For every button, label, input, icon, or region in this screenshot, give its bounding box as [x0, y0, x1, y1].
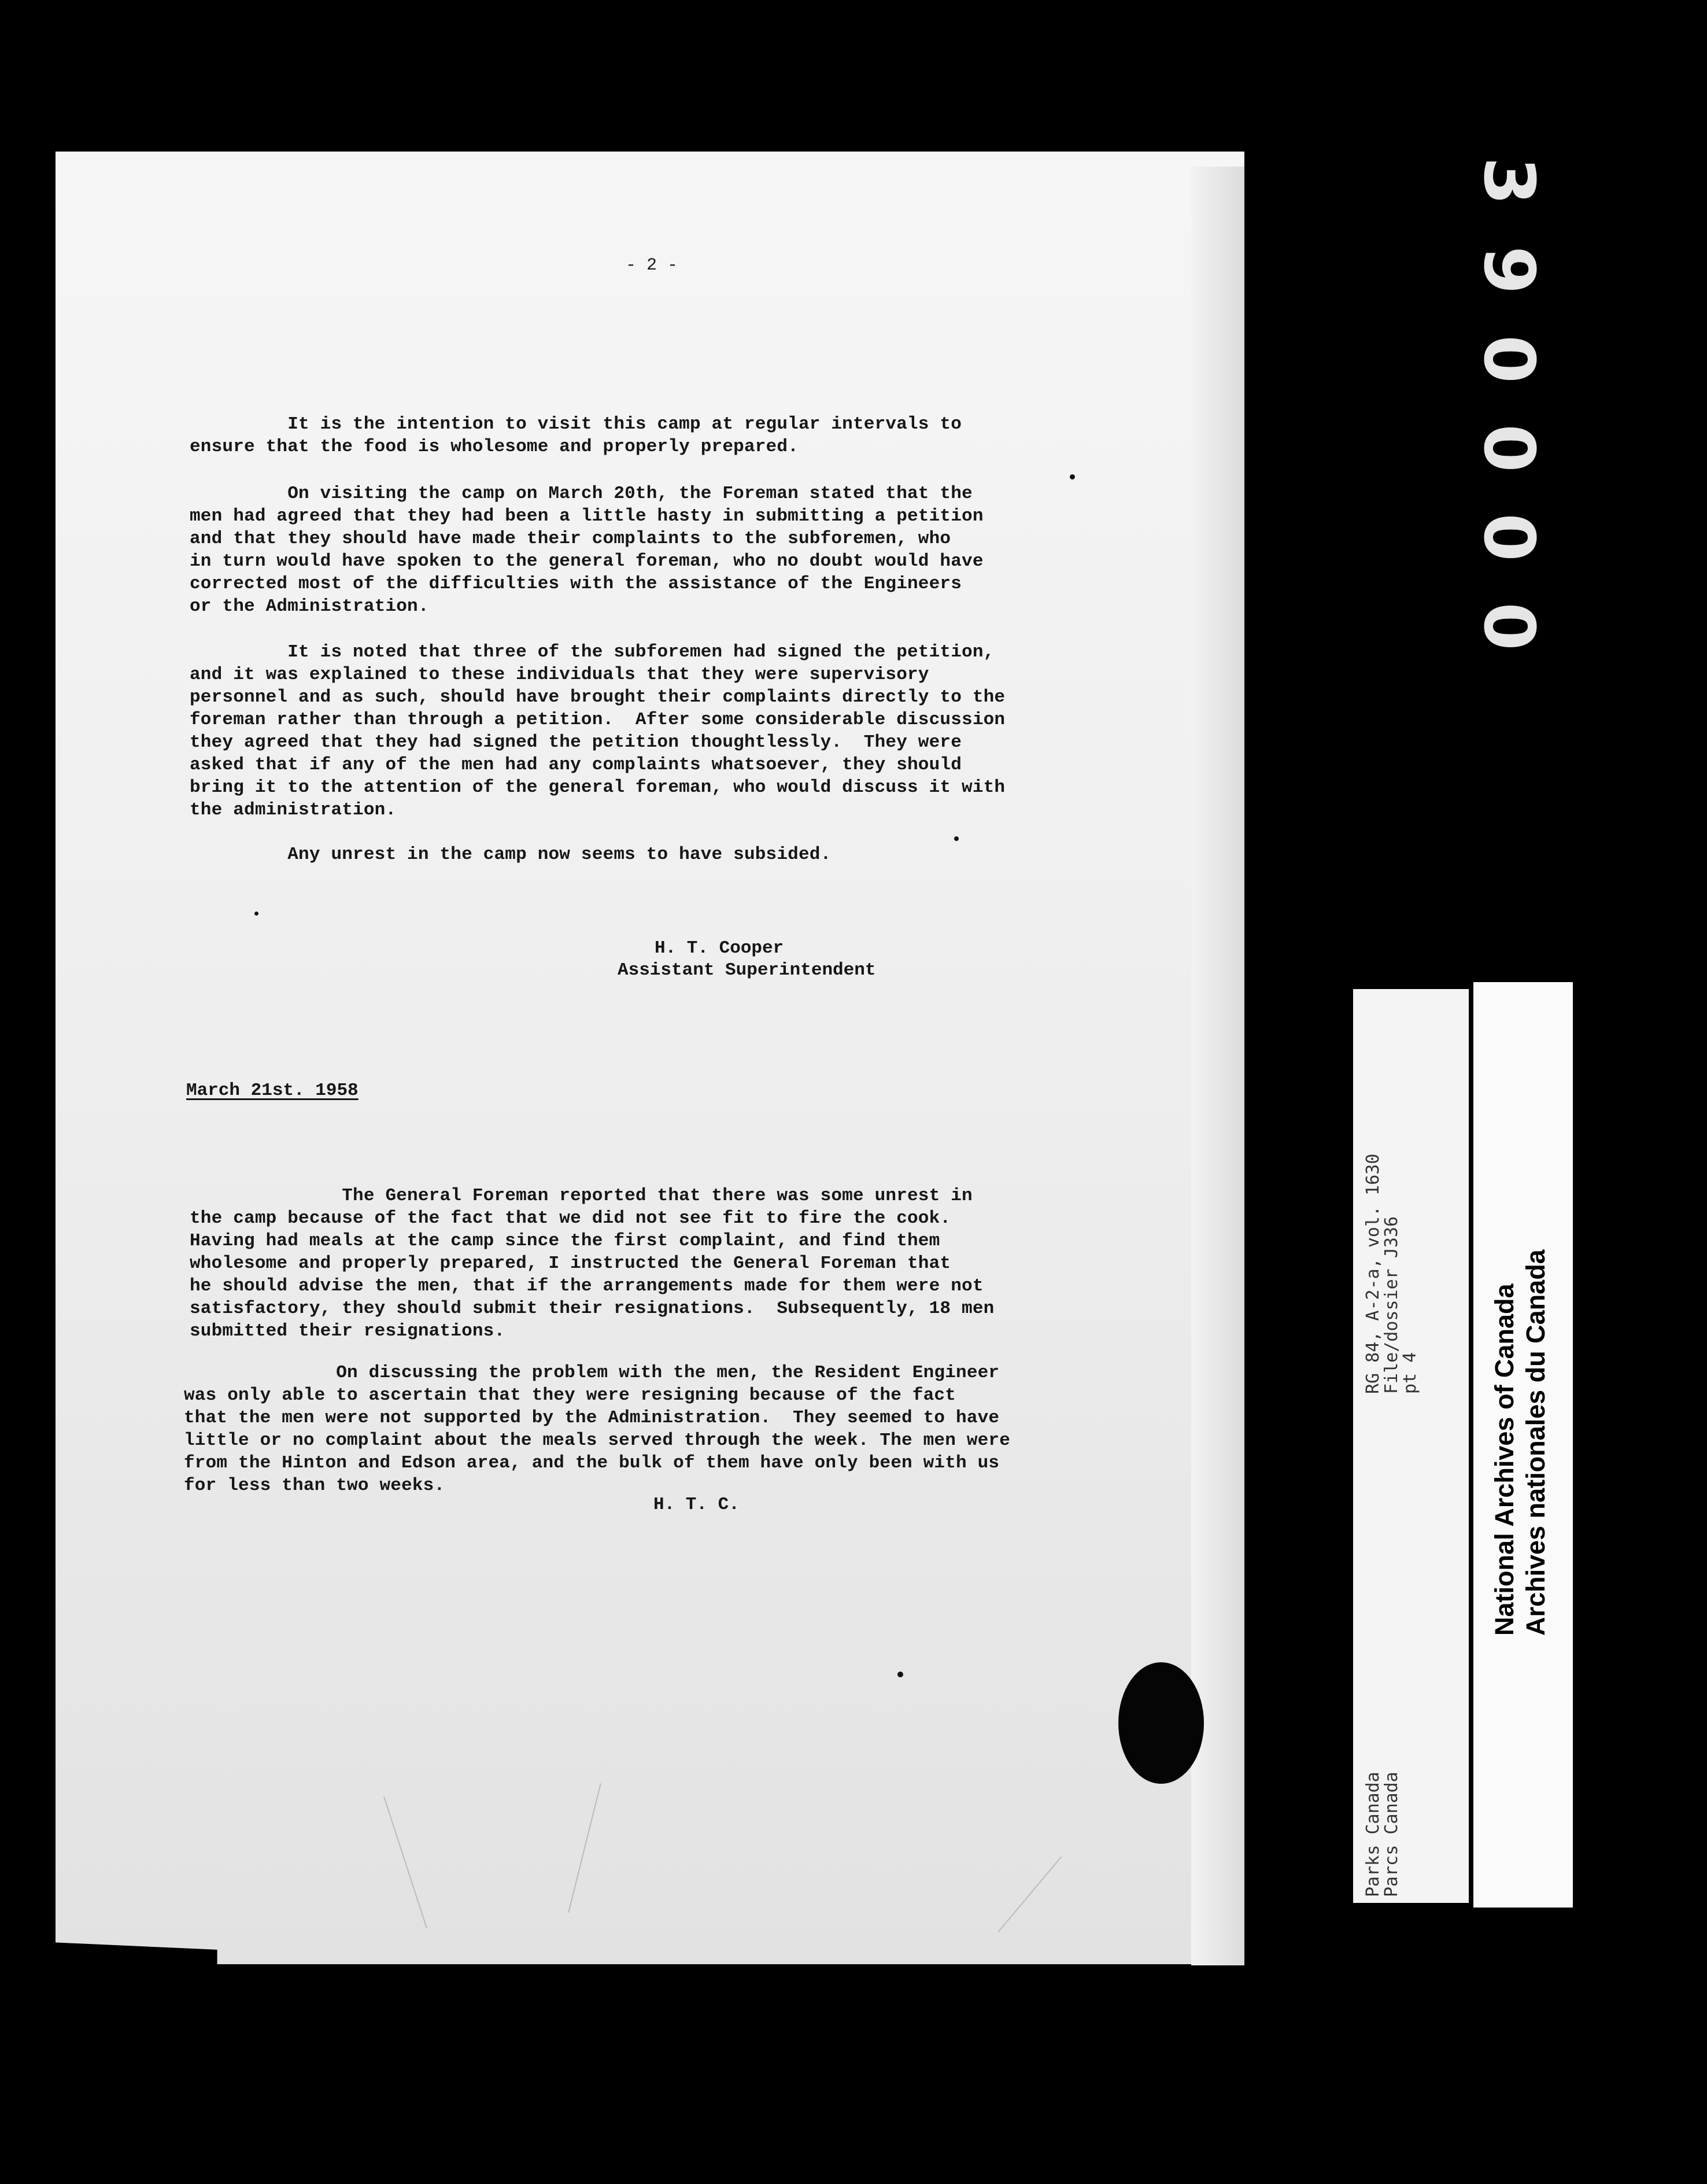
paragraph-unrest-subsided: Any unrest in the camp now seems to have subsided. — [190, 844, 832, 865]
page-number: - 2 - — [626, 256, 678, 275]
paragraph-food-inspection: It is the intention to visit this camp at regular intervals to ensure that the food is wholesome and properly prepared. — [190, 414, 962, 457]
signature-title: Assistant Superintendent — [618, 960, 876, 980]
reference-line-3: pt 4 — [1400, 1352, 1420, 1394]
frame-counter-digit: 3 — [1468, 157, 1549, 205]
archive-reference-label — [1353, 989, 1469, 1903]
ink-speck — [1070, 474, 1075, 479]
punch-hole — [1118, 1662, 1204, 1784]
frame-counter-digit: 0 — [1468, 602, 1549, 651]
frame-counter-digit: 0 — [1468, 513, 1549, 562]
institution-line-2: Archives nationales du Canada — [1521, 1249, 1550, 1636]
date-heading: March 21st. 1958 — [186, 1080, 359, 1101]
reference-line-2: File/dossier J336 — [1381, 1216, 1402, 1394]
reference-line-1: RG 84, A-2-a, vol. 1630 — [1363, 1153, 1383, 1394]
paragraph-general-foreman-report: The General Foreman reported that there was some unrest in the camp because of the fact that we did not see fit to fire the cook. Having had meals at the camp since the first complaint, and find them wholesome and properly prepared, I instructed the General Foreman that he should advise the men, that if the arrangements made for them were not satisfactory, they should submit their resignations. Subsequently, 18 men submitted their resignations. — [190, 1186, 995, 1341]
institution-line-1: National Archives of Canada — [1490, 1283, 1519, 1636]
source-line-2: Parcs Canada — [1381, 1772, 1402, 1897]
archive-institution-label — [1473, 982, 1573, 1908]
frame-counter-digit: 0 — [1468, 424, 1549, 473]
paragraph-resident-engineer: On discussing the problem with the men, the Resident Engineer was only able to ascertain that they were resigning because of the fact that the men were not supported by the Administration. They seemed to have little or no complaint about the meals served through the week. The men were from the Hinton and Edson area, and the bulk of them have only been with us for less than two weeks. — [184, 1363, 1011, 1496]
ink-speck — [897, 1672, 903, 1677]
frame-counter-digit: 9 — [1468, 246, 1549, 294]
source-line-1: Parks Canada — [1363, 1772, 1383, 1897]
signature-name: H. T. Cooper — [655, 938, 784, 958]
frame-counter-digit: 0 — [1468, 335, 1549, 383]
paragraph-subforemen-petition: It is noted that three of the subforemen had signed the petition, and it was explained to these individuals that they were supervisory personnel and as such, should have brought their complaints directly to the foreman rather than through a petition. After some considerable discussion they agreed that they had signed the petition thoughtlessly. They were asked that if any of the men had any complaints whatsoever, they should bring it to the attention of the general foreman, who would discuss it with the administration. — [190, 642, 1006, 820]
paragraph-march-20-visit: On visiting the camp on March 20th, the Foreman stated that the men had agreed that they had been a little hasty in submitting a petition and that they should have made their complaints to the subforemen, who in turn would have spoken to the general foreman, who no doubt would have corrected most of the difficulties with the assistance of the Engineers or the Administration. — [190, 484, 984, 617]
initials: H. T. C. — [653, 1495, 740, 1515]
frame-counter — [1468, 139, 1549, 669]
ink-speck — [254, 912, 258, 916]
